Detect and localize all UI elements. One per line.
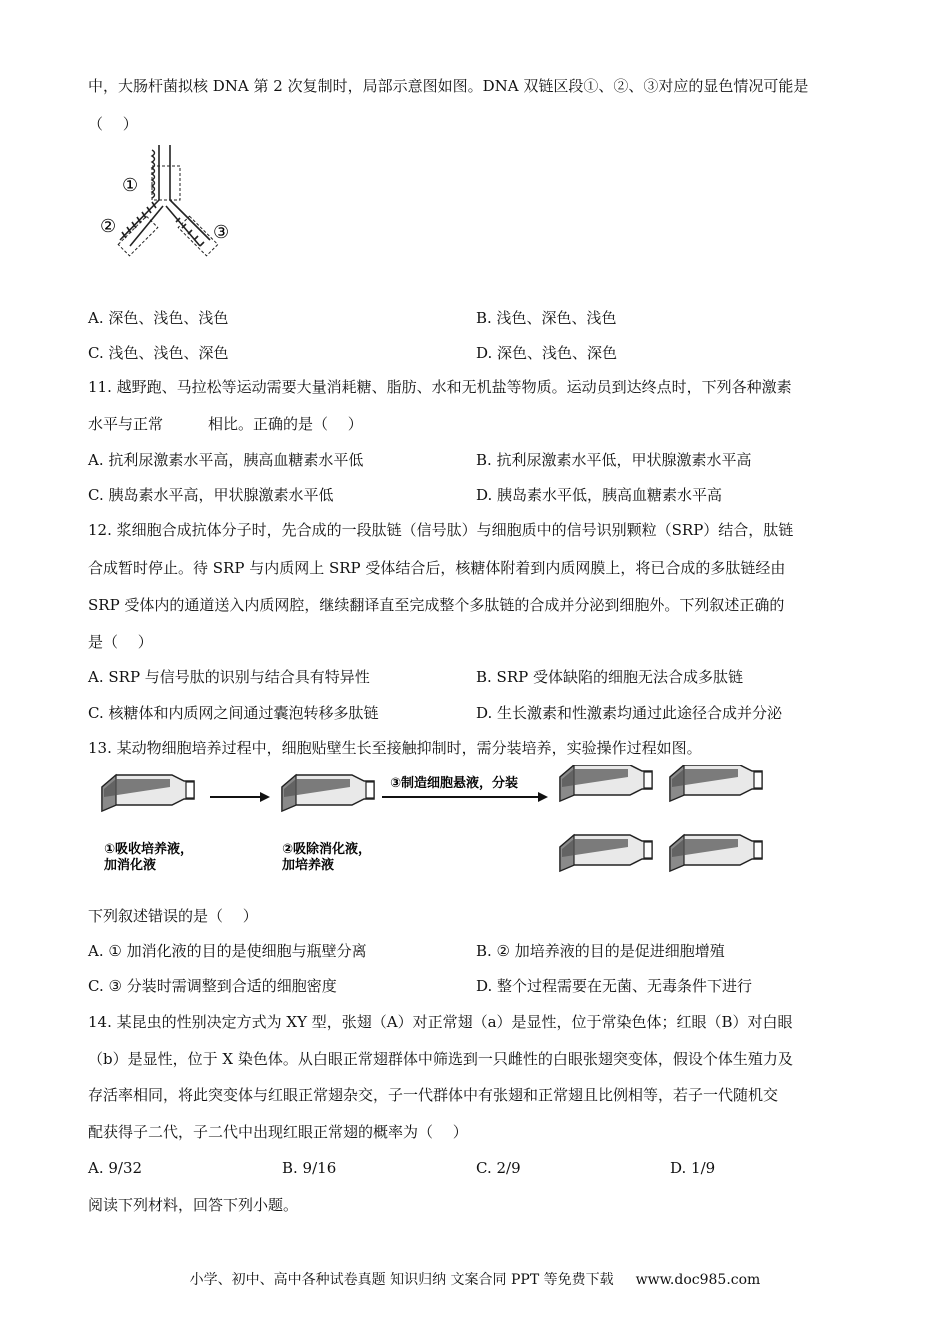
q12-stem-line2: 合成暂时停止。待 SRP 与内质网上 SRP 受体结合后，核糖体附着到内质网膜上，将已合成的多肽链经由 xyxy=(88,559,786,577)
reading-intro: 阅读下列材料，回答下列小题。 xyxy=(88,1196,299,1214)
region-box-1 xyxy=(152,166,180,200)
q14-stem-line2: （b）是显性，位于 X 染色体。从白眼正常翅群体中筛选到一只雌性的白眼张翅突变体，假设个体生殖力及 xyxy=(88,1050,793,1068)
q10-option-b[interactable]: B. 浅色、深色、浅色 xyxy=(476,309,617,327)
step1-label-line2: 加消化液 xyxy=(104,858,157,873)
label-region-3: ③ xyxy=(213,222,230,243)
page-footer xyxy=(0,1271,950,1289)
q14-stem-line4: 配获得子二代，子二代中出现红眼正常翅的概率为（ ） xyxy=(88,1123,468,1141)
dna-replication-diagram xyxy=(100,140,250,275)
q12-option-d[interactable]: D. 生长激素和性激素均通过此途径合成并分泌 xyxy=(476,704,783,722)
flask-step2 xyxy=(282,775,374,811)
q14-option-a[interactable]: A. 9/32 xyxy=(88,1159,143,1177)
q13-option-b[interactable]: B. ② 加培养液的目的是促进细胞增殖 xyxy=(476,942,725,960)
step2-label-line1: ②吸除消化液， xyxy=(282,842,372,857)
q10-option-c[interactable]: C. 浅色、浅色、深色 xyxy=(88,344,229,362)
flask-result-1 xyxy=(560,765,652,801)
arrow-1-head xyxy=(260,792,270,802)
q10-option-a[interactable]: A. 深色、浅色、浅色 xyxy=(88,309,229,327)
q12-stem-line4: 是（ ） xyxy=(88,633,153,651)
q11-option-a[interactable]: A. 抗利尿激素水平高，胰高血糖素水平低 xyxy=(88,451,364,469)
q14-option-d[interactable]: D. 1/9 xyxy=(670,1159,716,1177)
q13-option-c[interactable]: C. ③ 分装时需调整到合适的细胞密度 xyxy=(88,977,337,995)
footer-site-link[interactable]: www.doc985.com xyxy=(635,1272,761,1288)
q13-option-a[interactable]: A. ① 加消化液的目的是使细胞与瓶壁分离 xyxy=(88,942,367,960)
cell-culture-figure xyxy=(100,765,860,885)
q11-option-c[interactable]: C. 胰岛素水平高，甲状腺激素水平低 xyxy=(88,486,334,504)
q14-option-c[interactable]: C. 2/9 xyxy=(476,1159,521,1177)
q11-stem-line1: 11. 越野跑、马拉松等运动需要大量消耗糖、脂肪、水和无机盐等物质。运动员到达终点时，下列各种激素 xyxy=(88,378,792,396)
q11-option-d[interactable]: D. 胰岛素水平低，胰高血糖素水平高 xyxy=(476,486,723,504)
q14-stem-line3: 存活率相同，将此突变体与红眼正常翅杂交，子一代群体中有张翅和正常翅且比例相等，若子一代随机交 xyxy=(88,1086,779,1104)
q10-stem-line1: 中，大肠杆菌拟核 DNA 第 2 次复制时，局部示意图如图。DNA 双链区段①、②、③对应的显色情况可能是 xyxy=(88,77,809,95)
q10-option-d[interactable]: D. 深色、浅色、深色 xyxy=(476,344,618,362)
flask-result-4 xyxy=(670,835,762,871)
step2-label-line2: 加培养液 xyxy=(282,858,335,873)
q11-stem-line2: 水平与正常 相比。正确的是（ ） xyxy=(88,415,363,433)
label-region-2: ② xyxy=(100,216,117,237)
q14-option-b[interactable]: B. 9/16 xyxy=(282,1159,337,1177)
q12-stem-line3: SRP 受体内的通道送入内质网腔，继续翻译直至完成整个多肽链的合成并分泌到细胞外。下列叙述正确的 xyxy=(88,596,785,614)
q10-stem-line2: （ ） xyxy=(88,115,138,133)
arrow-2-head xyxy=(538,792,548,802)
flask-step1 xyxy=(102,775,194,811)
q13-stem-line2: 下列叙述错误的是（ ） xyxy=(88,907,258,925)
q12-stem-line1: 12. 浆细胞合成抗体分子时，先合成的一段肽链（信号肽）与细胞质中的信号识别颗粒（SRP）结合，肽链 xyxy=(88,521,794,539)
step3-label: ③制造细胞悬液，分装 xyxy=(390,776,519,791)
q11-option-b[interactable]: B. 抗利尿激素水平低，甲状腺激素水平高 xyxy=(476,451,752,469)
q12-option-a[interactable]: A. SRP 与信号肽的识别与结合具有特异性 xyxy=(88,668,370,686)
q14-stem-line1: 14. 某昆虫的性别决定方式为 XY 型，张翅（A）对正常翅（a）是显性，位于常染色体；红眼（B）对白眼 xyxy=(88,1013,793,1031)
flask-result-3 xyxy=(560,835,652,871)
q12-option-c[interactable]: C. 核糖体和内质网之间通过囊泡转移多肽链 xyxy=(88,704,379,722)
q13-option-d[interactable]: D. 整个过程需要在无菌、无毒条件下进行 xyxy=(476,977,753,995)
step1-label-line1: ①吸收培养液， xyxy=(104,842,194,857)
footer-text: 小学、初中、高中各种试卷真题 知识归纳 文案合同 PPT 等免费下载 xyxy=(189,1272,614,1288)
flask-result-2 xyxy=(670,765,762,801)
q13-stem-line1: 13. 某动物细胞培养过程中，细胞贴壁生长至接触抑制时，需分装培养，实验操作过程如图。 xyxy=(88,739,702,757)
q12-option-b[interactable]: B. SRP 受体缺陷的细胞无法合成多肽链 xyxy=(476,668,743,686)
label-region-1: ① xyxy=(122,175,139,196)
